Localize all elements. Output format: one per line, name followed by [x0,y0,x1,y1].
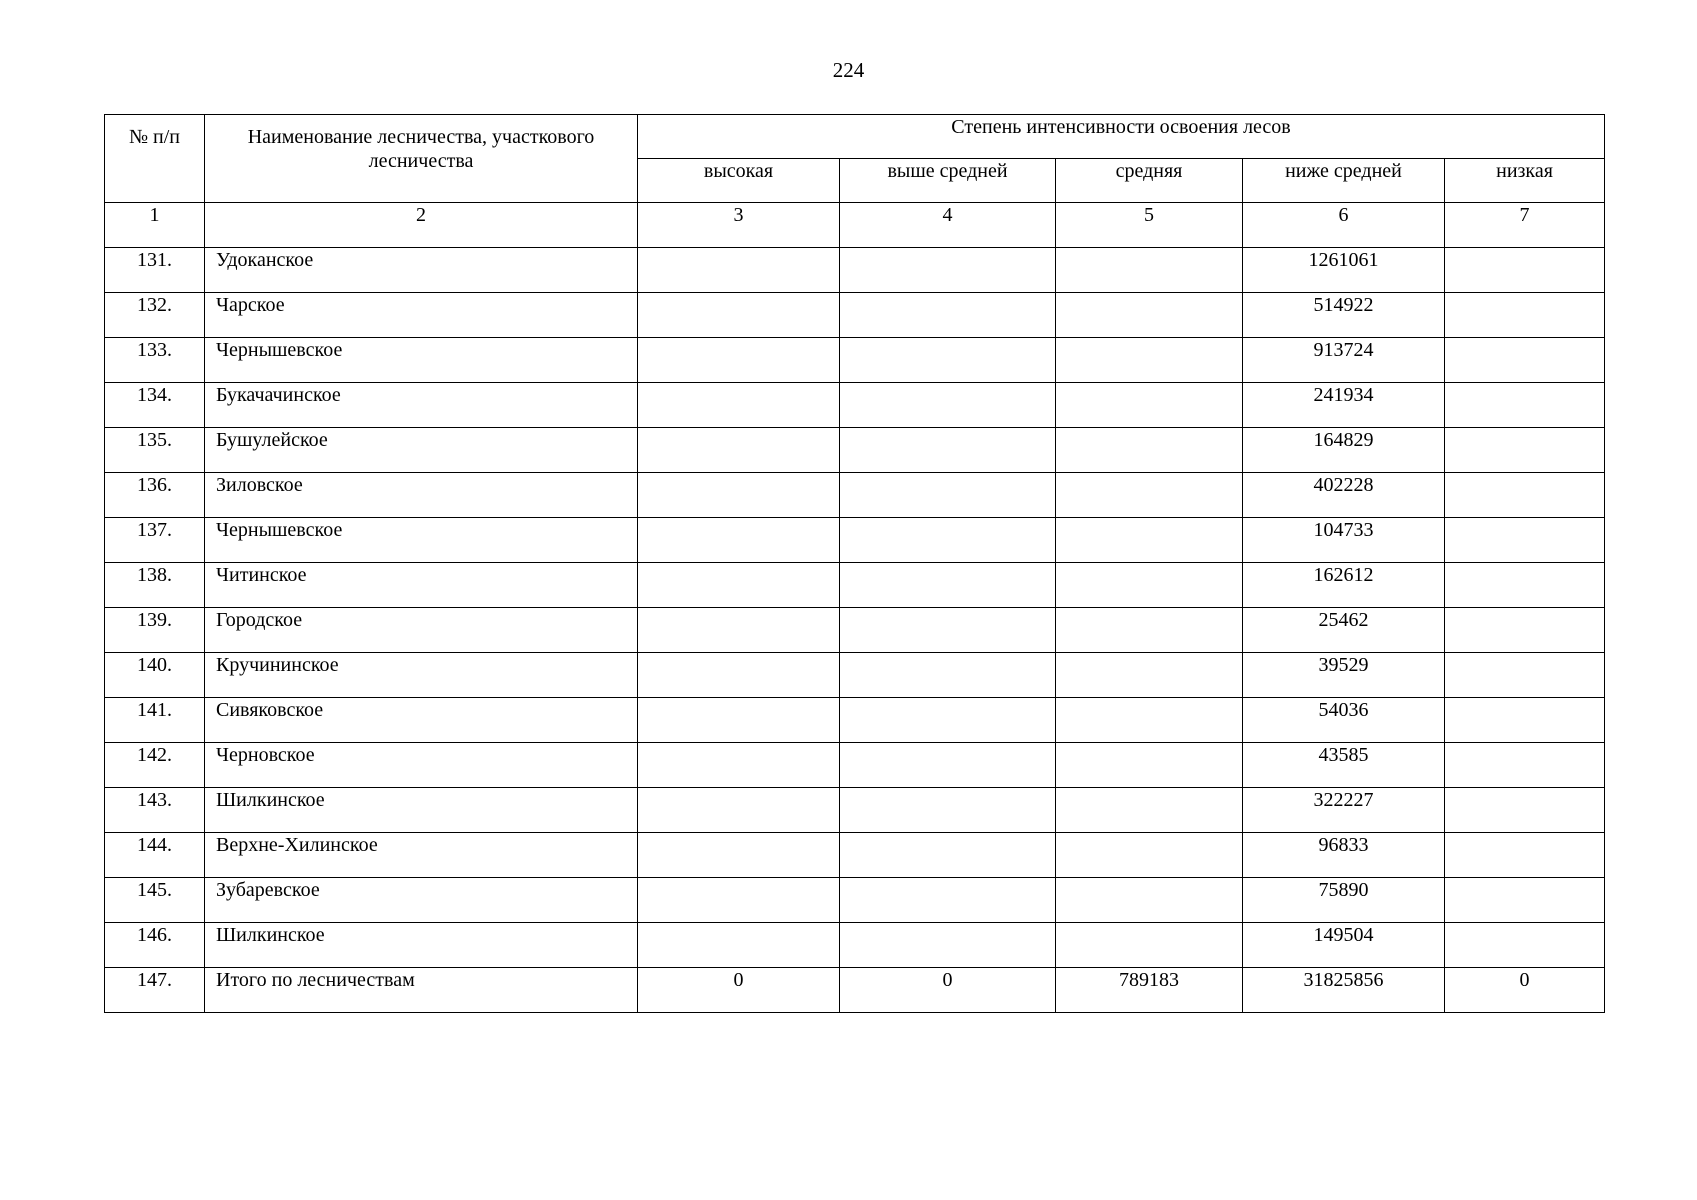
value-below-avg-cell: 164829 [1243,428,1445,473]
value-high-cell [638,248,840,293]
value-avg-cell [1056,878,1243,923]
forestry-name-cell: Чернышевское [205,338,638,383]
value-low-cell [1445,383,1605,428]
value-high-cell [638,608,840,653]
value-below-avg-cell: 25462 [1243,608,1445,653]
row-number-cell: 142. [105,743,205,788]
index-row [105,203,1605,248]
value-below-avg-cell: 322227 [1243,788,1445,833]
value-below-avg-cell: 75890 [1243,878,1445,923]
value-below-avg-cell: 39529 [1243,653,1445,698]
header-row-top [105,115,1605,159]
value-low-cell [1445,338,1605,383]
value-high-cell [638,383,840,428]
forestry-name-cell: Итого по лесничествам [205,968,638,1013]
forestry-name-cell: Верхне-Хилинское [205,833,638,878]
value-below-avg-cell: 402228 [1243,473,1445,518]
row-number-cell: 145. [105,878,205,923]
row-number-cell: 131. [105,248,205,293]
table-row [105,743,1605,788]
value-low-cell [1445,518,1605,563]
forestry-name-cell: Городское [205,608,638,653]
table-row [105,968,1605,1013]
forest-intensity-table [104,114,1605,1013]
row-number-cell: 141. [105,698,205,743]
table-row [105,293,1605,338]
value-below-avg-cell: 913724 [1243,338,1445,383]
page-number: 224 [832,58,865,82]
value-above-avg-cell [840,788,1056,833]
value-below-avg-cell: 1261061 [1243,248,1445,293]
row-number-cell: 136. [105,473,205,518]
header-sub-above-avg: выше средней [840,159,1056,203]
table-row [105,788,1605,833]
row-number-cell: 139. [105,608,205,653]
value-high-cell [638,833,840,878]
value-high-cell [638,293,840,338]
value-above-avg-cell [840,473,1056,518]
row-number-cell: 144. [105,833,205,878]
value-low-cell: 0 [1445,968,1605,1013]
value-below-avg-cell: 241934 [1243,383,1445,428]
value-above-avg-cell [840,383,1056,428]
value-above-avg-cell [840,833,1056,878]
index-cell: 1 [105,203,205,248]
value-below-avg-cell: 96833 [1243,833,1445,878]
value-avg-cell [1056,608,1243,653]
value-avg-cell [1056,563,1243,608]
forestry-name-cell: Бушулейское [205,428,638,473]
value-high-cell [638,473,840,518]
value-low-cell [1445,743,1605,788]
value-above-avg-cell [840,743,1056,788]
table-row [105,698,1605,743]
value-low-cell [1445,608,1605,653]
value-high-cell [638,563,840,608]
forestry-name-cell: Читинское [205,563,638,608]
row-number-cell: 137. [105,518,205,563]
row-number-cell: 143. [105,788,205,833]
row-number-cell: 138. [105,563,205,608]
table-row [105,383,1605,428]
table-row [105,833,1605,878]
forestry-name-cell: Кручининское [205,653,638,698]
table-row [105,923,1605,968]
table-row [105,563,1605,608]
table-row [105,428,1605,473]
header-sub-high: высокая [638,159,840,203]
value-below-avg-cell: 162612 [1243,563,1445,608]
value-above-avg-cell [840,878,1056,923]
value-below-avg-cell: 104733 [1243,518,1445,563]
value-low-cell [1445,698,1605,743]
value-high-cell [638,788,840,833]
value-below-avg-cell: 149504 [1243,923,1445,968]
table-row [105,248,1605,293]
header-num: № п/п [105,115,205,203]
value-high-cell [638,338,840,383]
value-low-cell [1445,473,1605,518]
index-cell: 5 [1056,203,1243,248]
value-above-avg-cell [840,923,1056,968]
forestry-name-cell: Шилкинское [205,788,638,833]
forestry-name-cell: Зубаревское [205,878,638,923]
row-number-cell: 146. [105,923,205,968]
value-above-avg-cell: 0 [840,968,1056,1013]
value-low-cell [1445,428,1605,473]
value-low-cell [1445,248,1605,293]
value-high-cell [638,923,840,968]
value-avg-cell [1056,293,1243,338]
value-below-avg-cell: 54036 [1243,698,1445,743]
value-above-avg-cell [840,293,1056,338]
index-cell: 4 [840,203,1056,248]
header-sub-below-avg: ниже средней [1243,159,1445,203]
table-row [105,878,1605,923]
value-avg-cell [1056,383,1243,428]
value-low-cell [1445,563,1605,608]
value-avg-cell [1056,518,1243,563]
row-number-cell: 132. [105,293,205,338]
value-high-cell [638,878,840,923]
table-row [105,518,1605,563]
value-above-avg-cell [840,653,1056,698]
forestry-name-cell: Чернышевское [205,518,638,563]
value-below-avg-cell: 31825856 [1243,968,1445,1013]
value-above-avg-cell [840,338,1056,383]
row-number-cell: 147. [105,968,205,1013]
value-high-cell [638,743,840,788]
value-below-avg-cell: 514922 [1243,293,1445,338]
forestry-name-cell: Удоканское [205,248,638,293]
value-above-avg-cell [840,563,1056,608]
table-row [105,653,1605,698]
index-cell: 7 [1445,203,1605,248]
value-avg-cell [1056,473,1243,518]
value-avg-cell [1056,743,1243,788]
value-high-cell [638,698,840,743]
forestry-name-cell: Шилкинское [205,923,638,968]
value-low-cell [1445,878,1605,923]
value-below-avg-cell: 43585 [1243,743,1445,788]
value-low-cell [1445,923,1605,968]
header-sub-avg: средняя [1056,159,1243,203]
table-row [105,338,1605,383]
index-cell: 6 [1243,203,1445,248]
value-avg-cell: 789183 [1056,968,1243,1013]
value-low-cell [1445,653,1605,698]
index-cell: 3 [638,203,840,248]
value-above-avg-cell [840,248,1056,293]
value-above-avg-cell [840,608,1056,653]
forestry-name-cell: Сивяковское [205,698,638,743]
value-above-avg-cell [840,428,1056,473]
value-high-cell: 0 [638,968,840,1013]
value-avg-cell [1056,698,1243,743]
row-number-cell: 140. [105,653,205,698]
header-name: Наименование лесничества, участкового лесничества [205,115,638,203]
row-number-cell: 134. [105,383,205,428]
value-high-cell [638,653,840,698]
value-low-cell [1445,293,1605,338]
value-avg-cell [1056,338,1243,383]
table-row [105,473,1605,518]
value-avg-cell [1056,788,1243,833]
forestry-name-cell: Чарское [205,293,638,338]
value-avg-cell [1056,833,1243,878]
header-sub-low: низкая [1445,159,1605,203]
value-above-avg-cell [840,518,1056,563]
value-high-cell [638,428,840,473]
value-avg-cell [1056,923,1243,968]
row-number-cell: 135. [105,428,205,473]
value-avg-cell [1056,248,1243,293]
value-avg-cell [1056,428,1243,473]
forestry-name-cell: Букачачинское [205,383,638,428]
value-low-cell [1445,788,1605,833]
value-high-cell [638,518,840,563]
value-low-cell [1445,833,1605,878]
index-cell: 2 [205,203,638,248]
header-group-title: Степень интенсивности освоения лесов [638,115,1605,159]
value-above-avg-cell [840,698,1056,743]
forestry-name-cell: Черновское [205,743,638,788]
table-row [105,608,1605,653]
value-avg-cell [1056,653,1243,698]
row-number-cell: 133. [105,338,205,383]
forestry-name-cell: Зиловское [205,473,638,518]
